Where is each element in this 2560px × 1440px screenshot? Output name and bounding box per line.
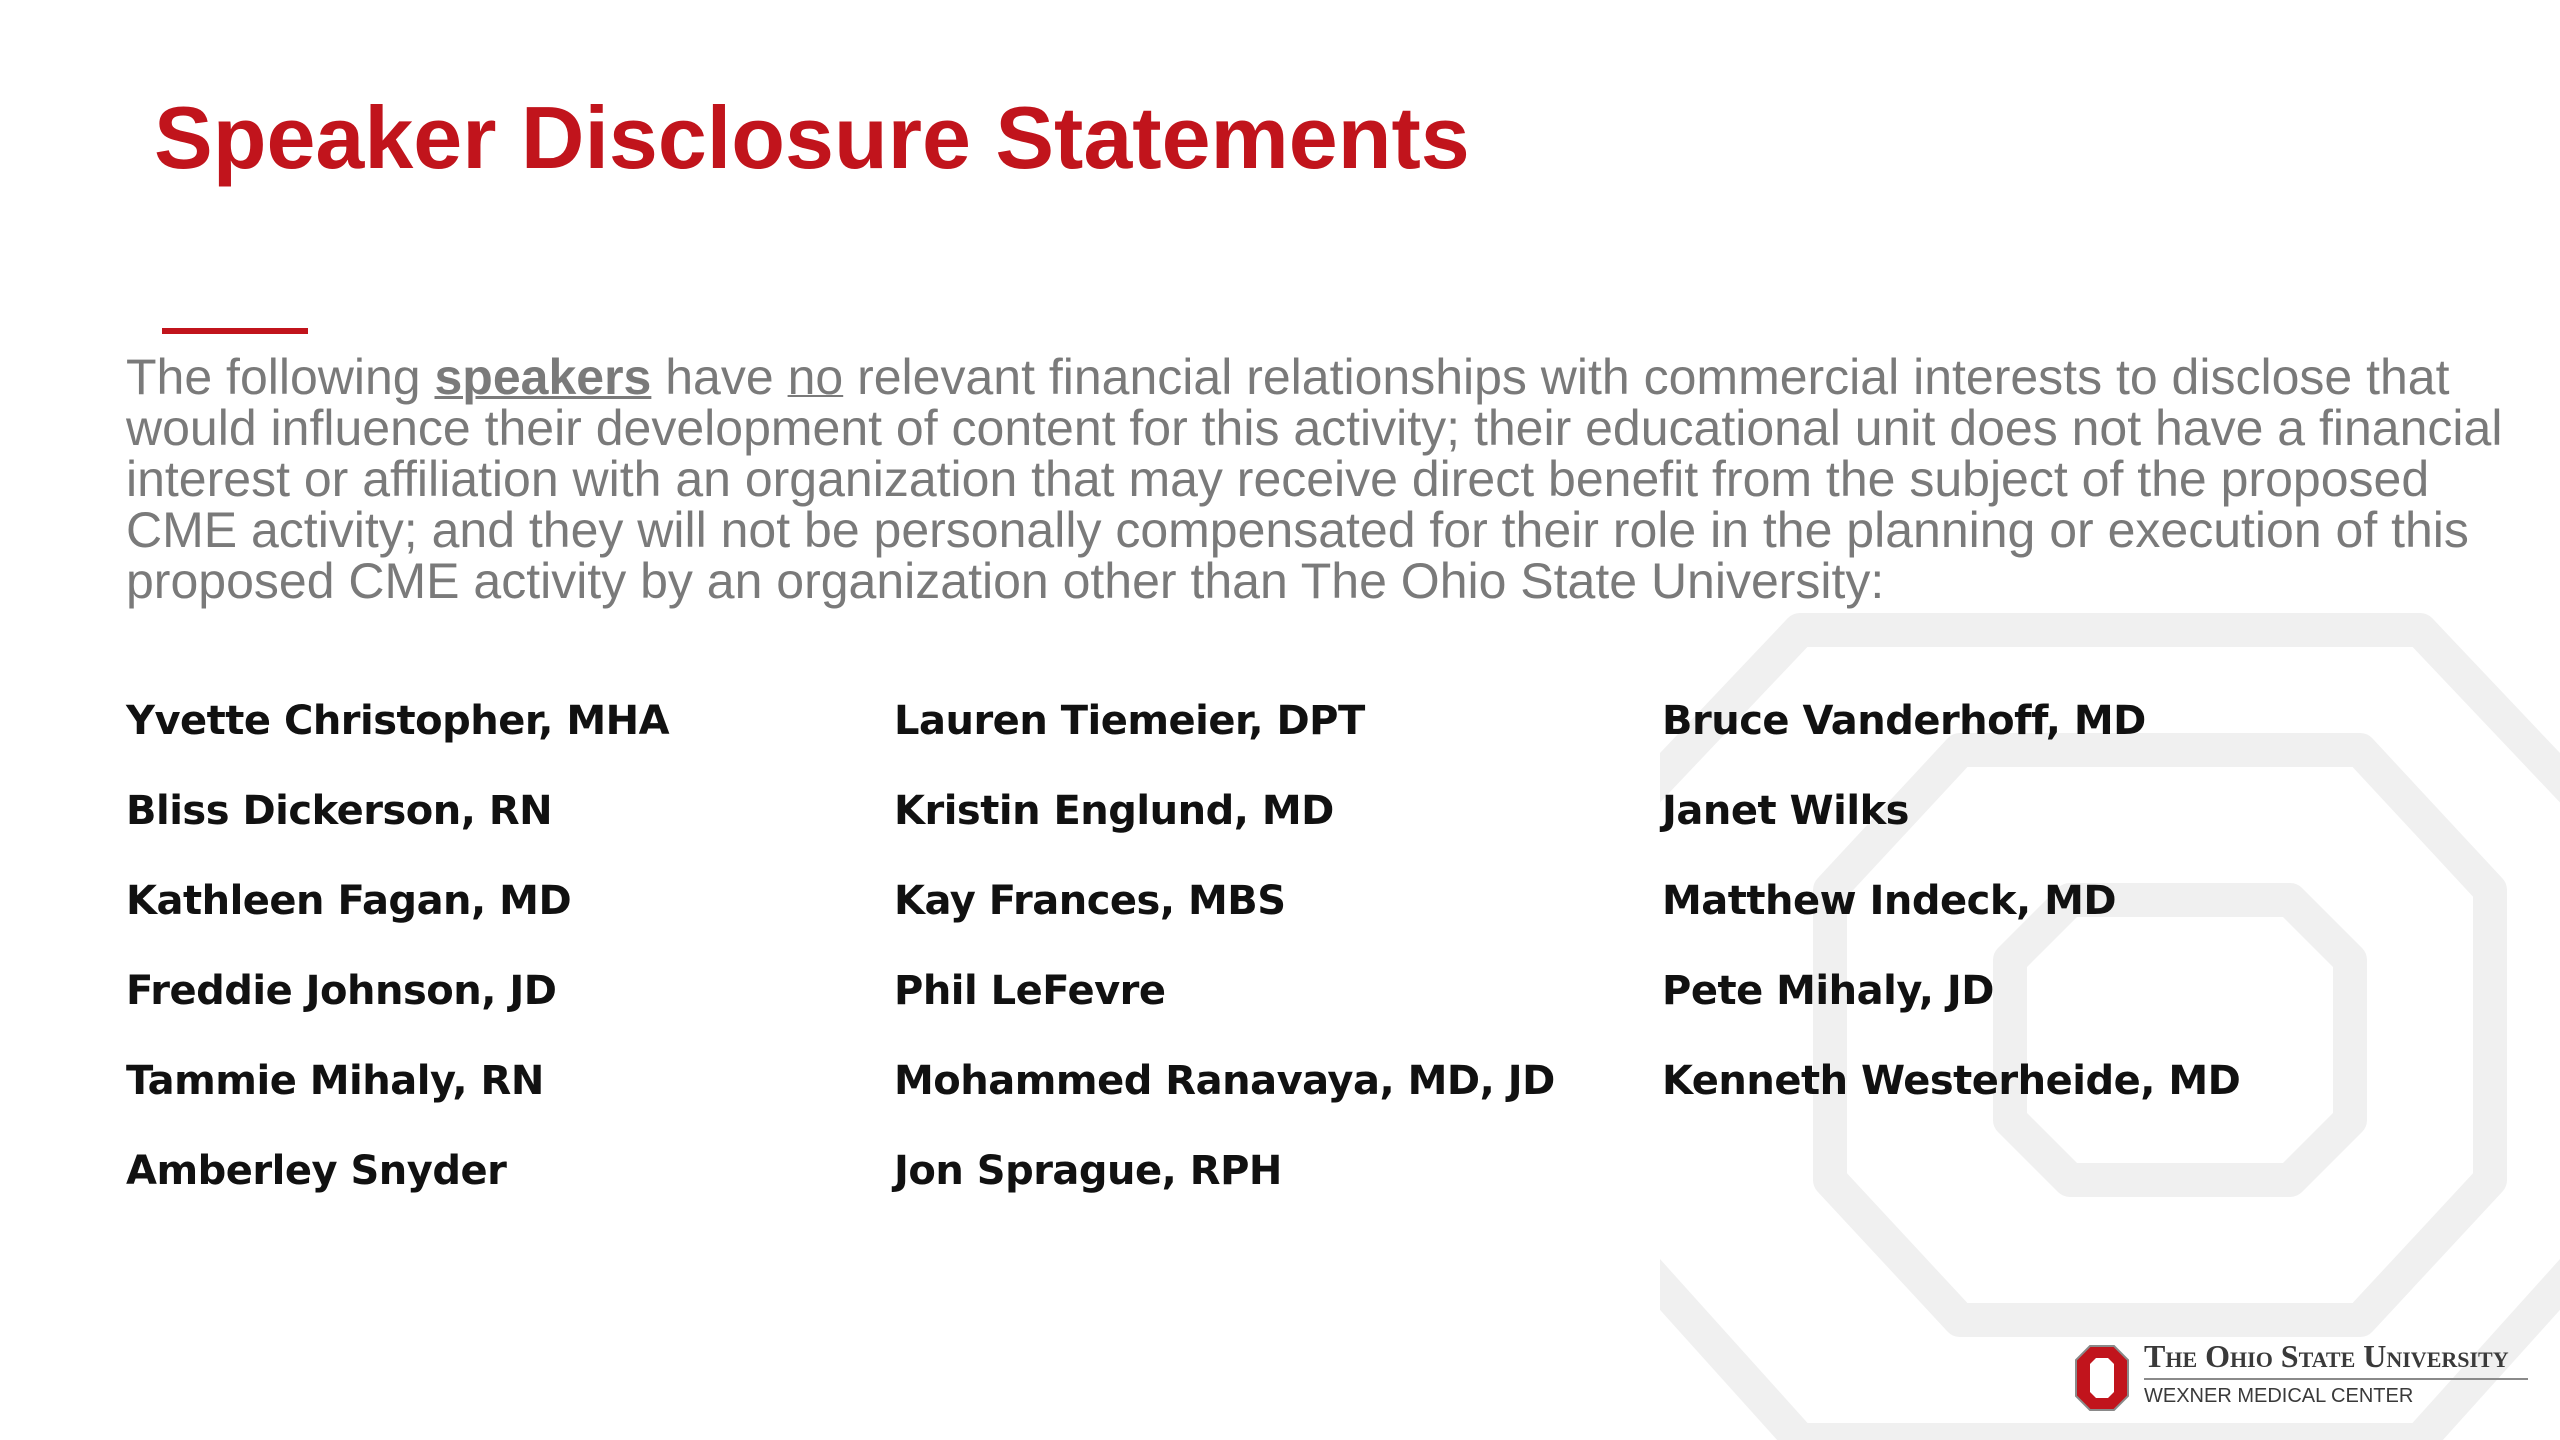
intro-no-word: no <box>787 349 844 405</box>
speaker-name: Bruce Vanderhoff, MD <box>1662 698 2146 744</box>
speaker-name: Lauren Tiemeier, DPT <box>894 698 1365 744</box>
speaker-name: Bliss Dickerson, RN <box>126 788 553 834</box>
intro-text-part1: The following <box>126 349 435 405</box>
speaker-name: Pete Mihaly, JD <box>1662 968 1994 1014</box>
intro-paragraph <box>126 349 2526 609</box>
speaker-name: Matthew Indeck, MD <box>1662 878 2117 924</box>
speaker-name: Amberley Snyder <box>126 1148 507 1194</box>
intro-text-part2: have <box>651 349 788 405</box>
speaker-name: Janet Wilks <box>1662 788 1909 834</box>
speaker-name: Freddie Johnson, JD <box>126 968 557 1014</box>
logo-divider <box>2144 1378 2528 1380</box>
intro-speakers-word: speakers <box>434 349 652 405</box>
speaker-name: Kristin Englund, MD <box>894 788 1334 834</box>
speaker-name: Tammie Mihaly, RN <box>126 1058 544 1104</box>
page-title: Speaker Disclosure Statements <box>154 88 1470 187</box>
title-accent-bar <box>162 328 308 334</box>
speaker-name: Kathleen Fagan, MD <box>126 878 572 924</box>
intro-text-part3: relevant financial relationships with commercial interests to disclose that would influence their development of content for this activity; their educational unit does not have a financial interest or affiliation with an organization that may receive direct benefit from the subject of the proposed CME activity; and they will not be personally compensated for their role in the planning or execution of this proposed CME activity by an organization other than The Ohio State University: <box>126 349 2503 609</box>
speaker-name: Yvette Christopher, MHA <box>126 698 670 744</box>
speaker-name: Mohammed Ranavaya, MD, JD <box>894 1058 1555 1104</box>
speaker-name: Phil LeFevre <box>894 968 1166 1014</box>
osu-wexner-logo <box>2074 1336 2534 1414</box>
speaker-column-1 <box>126 676 669 1216</box>
block-o-logo-icon <box>2074 1344 2130 1412</box>
speaker-name: Kay Frances, MBS <box>894 878 1286 924</box>
logo-subtitle: WEXNER MEDICAL CENTER <box>2144 1385 2414 1407</box>
speaker-column-2 <box>894 676 1555 1216</box>
speaker-column-3 <box>1662 676 2240 1126</box>
speaker-name: Jon Sprague, RPH <box>894 1148 1282 1194</box>
speaker-name: Kenneth Westerheide, MD <box>1662 1058 2241 1104</box>
logo-university-name: The Ohio State University <box>2144 1338 2509 1374</box>
